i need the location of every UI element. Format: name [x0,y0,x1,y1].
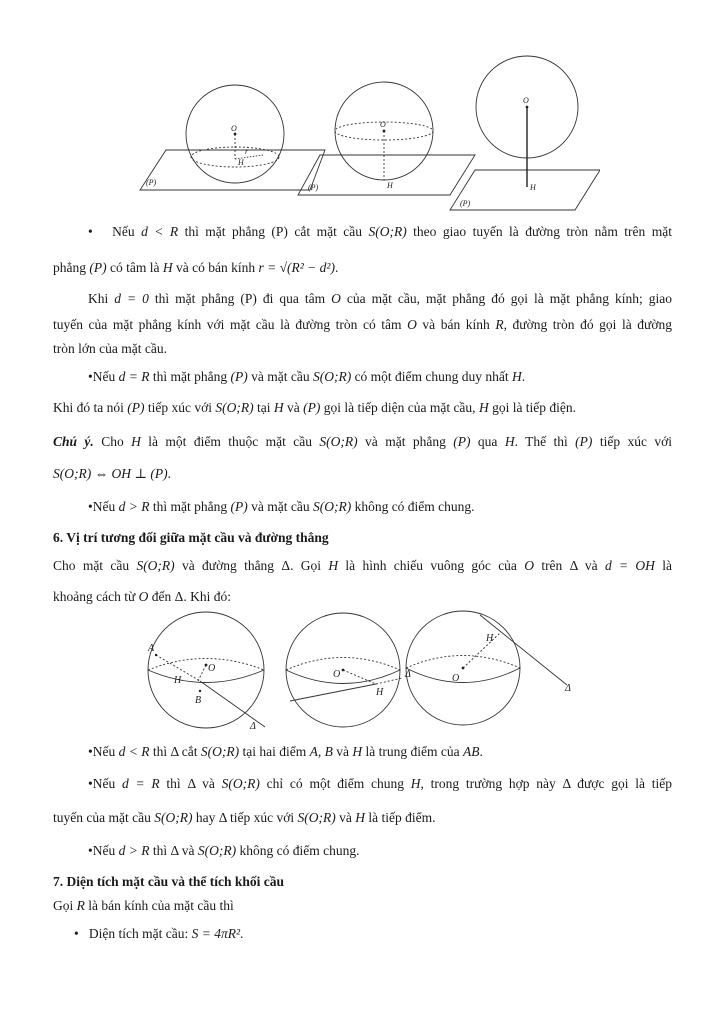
para-tangent-plane-line2: Khi đó ta nói (P) tiếp xúc với S(O;R) tại H và (P) gọi là tiếp diện của mặt cầu, H gọi là tiếp điện. [53,400,577,415]
para-plane-cuts-line2: phẳng (P) có tâm là H và có bán kính r = √(R² − d²). [53,260,339,275]
label-delta-b: Δ [405,669,411,680]
label-h-2: H [387,181,393,190]
section-7-area: • Diện tích mặt cầu: S = 4πR². [74,926,244,941]
para-line-cuts: •Nếu d < R thì Δ cắt S(O;R) tại hai điểm A, B và H là trung điểm của AB. [88,744,483,759]
para-great-circle-line2: tuyến của mặt phẳng kính với mặt cầu là đường tròn có tâm O và bán kính R, đường tròn đó gọi là đường [53,317,672,332]
figure-sphere-plane [130,55,600,215]
label-h-1: H [238,158,244,167]
plane-1 [140,150,325,190]
label-h-a: H [174,675,182,686]
section-6-line2: khoảng cách từ O đến Δ. Khi đó: [53,589,231,604]
label-o-a: O [208,663,216,674]
label-a: A [148,643,155,654]
label-h-c: H [486,633,494,644]
label-o-c: O [452,673,460,684]
section-6-line1: Cho mặt cầu S(O;R) và đường thẳng Δ. Gọi H là hình chiếu vuông góc của O trên Δ và d = OH là [53,558,672,573]
label-o-1: O [231,124,237,133]
label-delta-a: Δ [250,721,256,730]
para-tangent-plane-line1: •Nếu d = R thì mặt phẳng (P) và mặt cầu S(O;R) có một điểm chung duy nhất H. [88,369,526,384]
para-great-circle-line1: Khi d = 0 thì mặt phẳng (P) đi qua tâm O của mặt cầu, mặt phẳng đó gọi là mặt phẳng kính; giao [88,291,672,306]
label-h-b: H [376,687,384,698]
label-r-1: r [245,147,249,156]
label-p-1: (P) [146,178,157,187]
para-plane-cuts-line1: • Nếu d < R thì mặt phẳng (P) cắt mặt cầu S(O;R) theo giao tuyến là đường tròn nằm trên mặt [88,224,672,239]
label-o-2: O [380,120,386,129]
para-line-no-common: •Nếu d > R thì Δ và S(O;R) không có điểm chung. [88,843,360,858]
section-7-line1: Gọi R là bán kính của mặt cầu thì [53,898,234,913]
label-p-2: (P) [308,183,319,192]
figure-sphere-line [140,605,590,730]
para-tangent-line-line2: tuyến của mặt cầu S(O;R) hay Δ tiếp xúc với S(O;R) và H là tiếp điểm. [53,810,436,825]
label-p-3: (P) [460,199,471,208]
para-great-circle-line3: tròn lớn của mặt cầu. [53,341,167,356]
label-delta-c: Δ [565,683,571,694]
note-line1: Chú ý. Cho H là một điểm thuộc mặt cầu S(O;R) và mặt phẳng (P) qua H. Thế thì (P) tiếp xúc với [53,434,673,449]
note-line2: S(O;R) ⇔ OH ⊥ (P). [53,466,172,481]
label-h-3: H [530,183,536,192]
label-o-3: O [523,96,529,105]
section-7-title: 7. Diện tích mặt cầu và thể tích khối cầu [53,874,284,889]
plane-3 [450,170,600,210]
sphere-a [148,612,264,728]
para-tangent-line-line1: •Nếu d = R thì Δ và S(O;R) chỉ có một điểm chung H, trong trường hợp này Δ được gọi là tiếp [88,776,672,791]
label-b: B [195,695,202,706]
section-6-title: 6. Vị trí tương đối giữa mặt cầu và đường thẳng [53,530,329,545]
para-no-common-plane: •Nếu d > R thì mặt phẳng (P) và mặt cầu S(O;R) không có điểm chung. [88,499,475,514]
label-o-b: O [333,669,341,680]
